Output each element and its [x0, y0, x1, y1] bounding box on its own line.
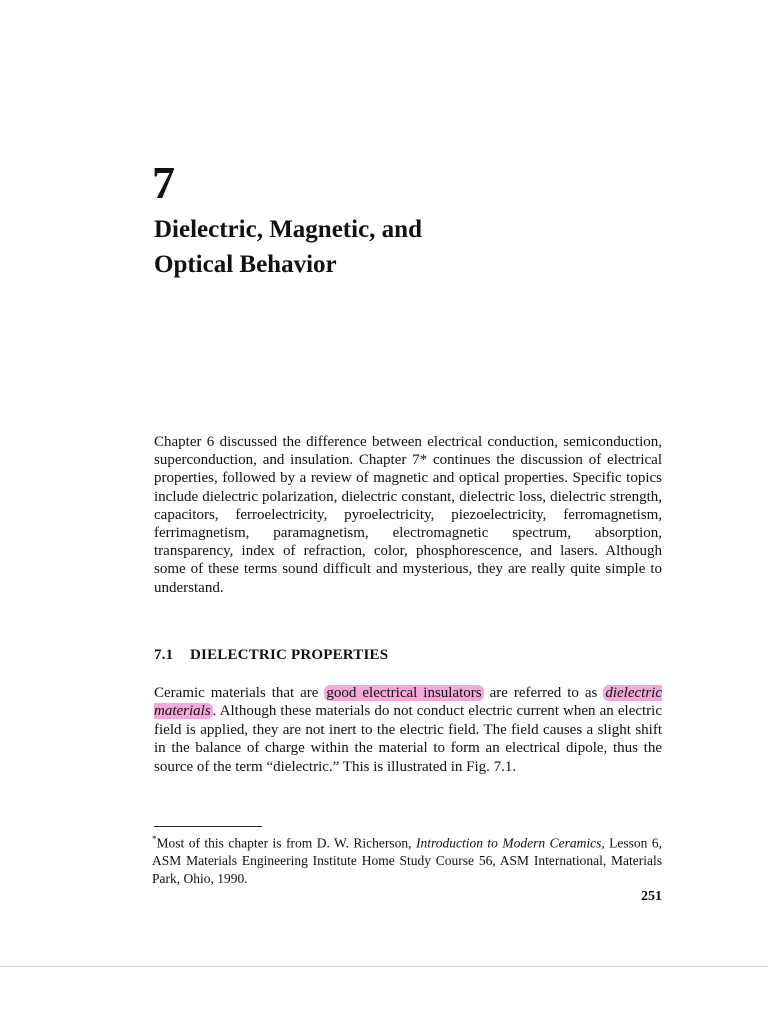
footnote [152, 831, 662, 887]
section-number: 7.1 [154, 647, 174, 663]
section-title: DIELECTRIC PROPERTIES [190, 647, 389, 663]
chapter-title-line-2: Optical Behavior [154, 251, 337, 278]
highlight-good-electrical-insulators: good electrical insulators [326, 685, 482, 701]
chapter-title [154, 212, 574, 282]
footnote-text-part-2: , Lesson 6, ASM Materials Engineering Institute Home Study Course 56, ASM International, Materials Park, Ohio, 1990. [152, 835, 662, 886]
footnote-marker: * [152, 834, 157, 844]
chapter-title-line-1: Dielectric, Magnetic, and [154, 216, 422, 243]
section-text-part-3: . Although these materials do not conduct electric current when an electric field is applied, they are not inert to the electric field. The field causes a slight shift in the balance of charge within the material to form an electrical dipole, thus the source of the term “dielectric.” This is illustrated in Fig. 7.1. [154, 703, 662, 775]
chapter-number: 7 [152, 157, 175, 208]
section-text-part-1: Ceramic materials that are [154, 685, 325, 701]
highlight-dielectric-materials: dielectric materials [154, 685, 662, 720]
footnote-text-part-1: Most of this chapter is from D. W. Richerson, [156, 835, 416, 851]
section-text-part-2: are referred to as [483, 685, 604, 701]
section-paragraph [154, 684, 662, 776]
footnote-divider [154, 826, 262, 827]
intro-paragraph: Chapter 6 discussed the difference between electrical conduction, semiconduction, superconduction, and insulation. Chapter 7* continues the discussion of electrical properties, followed by a review of magnetic and optical properties. Specific topics include dielectric polarization, dielectric constant, dielectric loss, dielectric strength, capacitors, ferroelectricity, pyroelectricity, piezoelectricity, ferromagnetism, ferrimagnetism, paramagnetism, electromagnetic spectrum, absorption, transparency, index of refraction, color, phosphorescence, and lasers. Although some of these terms sound difficult and mysterious, they are really quite simple to understand. [154, 434, 662, 596]
section-heading [154, 647, 388, 664]
footnote-book-title: Introduction to Modern Ceramics [415, 835, 602, 851]
page-bottom-divider [0, 966, 768, 967]
page-number: 251 [641, 889, 662, 904]
